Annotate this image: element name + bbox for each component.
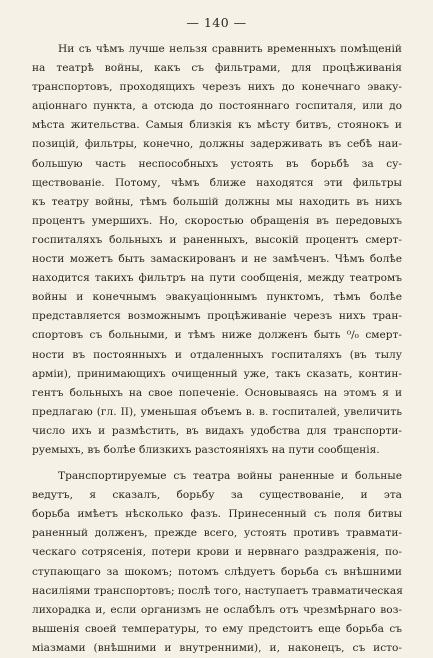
text-line: позицій, фильтры, конечно, должны задерживать въ себѣ наи- bbox=[32, 138, 402, 151]
text-line: большую часть неспособныхъ устоять въ борьбѣ за су- bbox=[32, 157, 402, 170]
text-line: ведутъ, я сказалъ, борьбу за существованіе, и эта bbox=[32, 489, 402, 502]
text-line: міазмами (внѣшними и внутренними), и, наконецъ, съ исто- bbox=[32, 641, 402, 654]
text-line: представляется возможнымъ процѣживаніе черезъ нихъ тран- bbox=[32, 310, 402, 323]
body-text bbox=[32, 40, 402, 658]
text-line: госпиталяхъ больныхъ и раненныхъ, высокій процентъ смерт- bbox=[32, 233, 402, 246]
text-line: транспортовъ, проходящихъ черезъ нихъ до конечнаго эваку- bbox=[32, 81, 402, 94]
paragraph-spacer bbox=[32, 460, 402, 467]
text-line: ности въ постоянныхъ и отдаленныхъ госпиталяхъ (въ тылу bbox=[32, 348, 402, 361]
text-line: насиліями транспортовъ; послѣ того, наступаетъ травматическая bbox=[32, 584, 403, 597]
paragraph-1 bbox=[32, 40, 402, 460]
text-line: лихорадка и, если организмъ не ослабѣлъ отъ чрезмѣрнаго воз- bbox=[32, 603, 402, 616]
text-line: на театрѣ войны, какъ съ фильтрами, для процѣживанія bbox=[32, 62, 402, 75]
paragraph-2 bbox=[32, 467, 402, 658]
text-line: раненный долженъ, прежде всего, устоять противъ травмати- bbox=[32, 527, 402, 540]
text-line: къ театру войны, тѣмъ большій должны мы находить въ нихъ bbox=[32, 195, 402, 208]
text-line: арміи), принимающихъ очищенный уже, такъ сказать, контин- bbox=[32, 367, 402, 380]
text-line: ности можетъ быть замаскированъ и не замѣченъ. Чѣмъ болѣе bbox=[32, 253, 402, 266]
text-line: Ни съ чѣмъ лучше нельзя сравнить временныхъ помѣщеній bbox=[58, 43, 402, 55]
text-line: находится такихъ фильтръ на пути сообщенія, между театромъ bbox=[32, 272, 402, 285]
text-line: предлагаю (гл. II), уменьшая объемъ в. в. госпиталей, увеличить bbox=[32, 405, 402, 418]
text-line: ступающаго за шокомъ; потомъ слѣдуетъ борьба съ внѣшними bbox=[32, 565, 402, 578]
text-line: число ихъ и размѣстить, въ видахъ удобства для транспорти- bbox=[32, 424, 402, 437]
text-line: спортовъ съ больными, и тѣмъ ниже долженъ быть ⁰/₀ смерт- bbox=[32, 329, 402, 342]
text-line: руемыхъ, въ болѣе близкихъ разстояніяхъ на пути сообщенія. bbox=[32, 443, 380, 456]
text-line: ческаго сотрясенія, потери крови и нервнаго раздраженія, по- bbox=[32, 546, 402, 559]
text-line: аціоннаго пункта, а отсюда до постояннаго госпиталя, или до bbox=[32, 100, 402, 113]
text-line: войны и конечнымъ эвакуаціоннымъ пунктомъ, тѣмъ болѣе bbox=[32, 291, 402, 304]
text-line: гентъ больныхъ на свое попеченіе. Основываясь на этомъ я и bbox=[32, 386, 402, 399]
text-line: борьба имѣетъ нѣсколько фазъ. Принесенный съ поля битвы bbox=[32, 508, 402, 521]
page-number: — 140 — bbox=[186, 15, 247, 30]
text-line: Транспортируемые съ театра войны раненные и больные bbox=[58, 470, 402, 483]
text-line: мѣста жительства. Самыя близкія къ мѣсту битвъ, стоянокъ и bbox=[32, 119, 402, 132]
text-line: ществованіе. Потому, чѣмъ ближе находятся эти фильтры bbox=[32, 176, 402, 189]
text-line: вышенія своей температуры, то ему предстоитъ еще борьба съ bbox=[32, 622, 402, 635]
text-line: процентъ умершихъ. Но, скоростью обращенія въ передовыхъ bbox=[32, 214, 402, 227]
